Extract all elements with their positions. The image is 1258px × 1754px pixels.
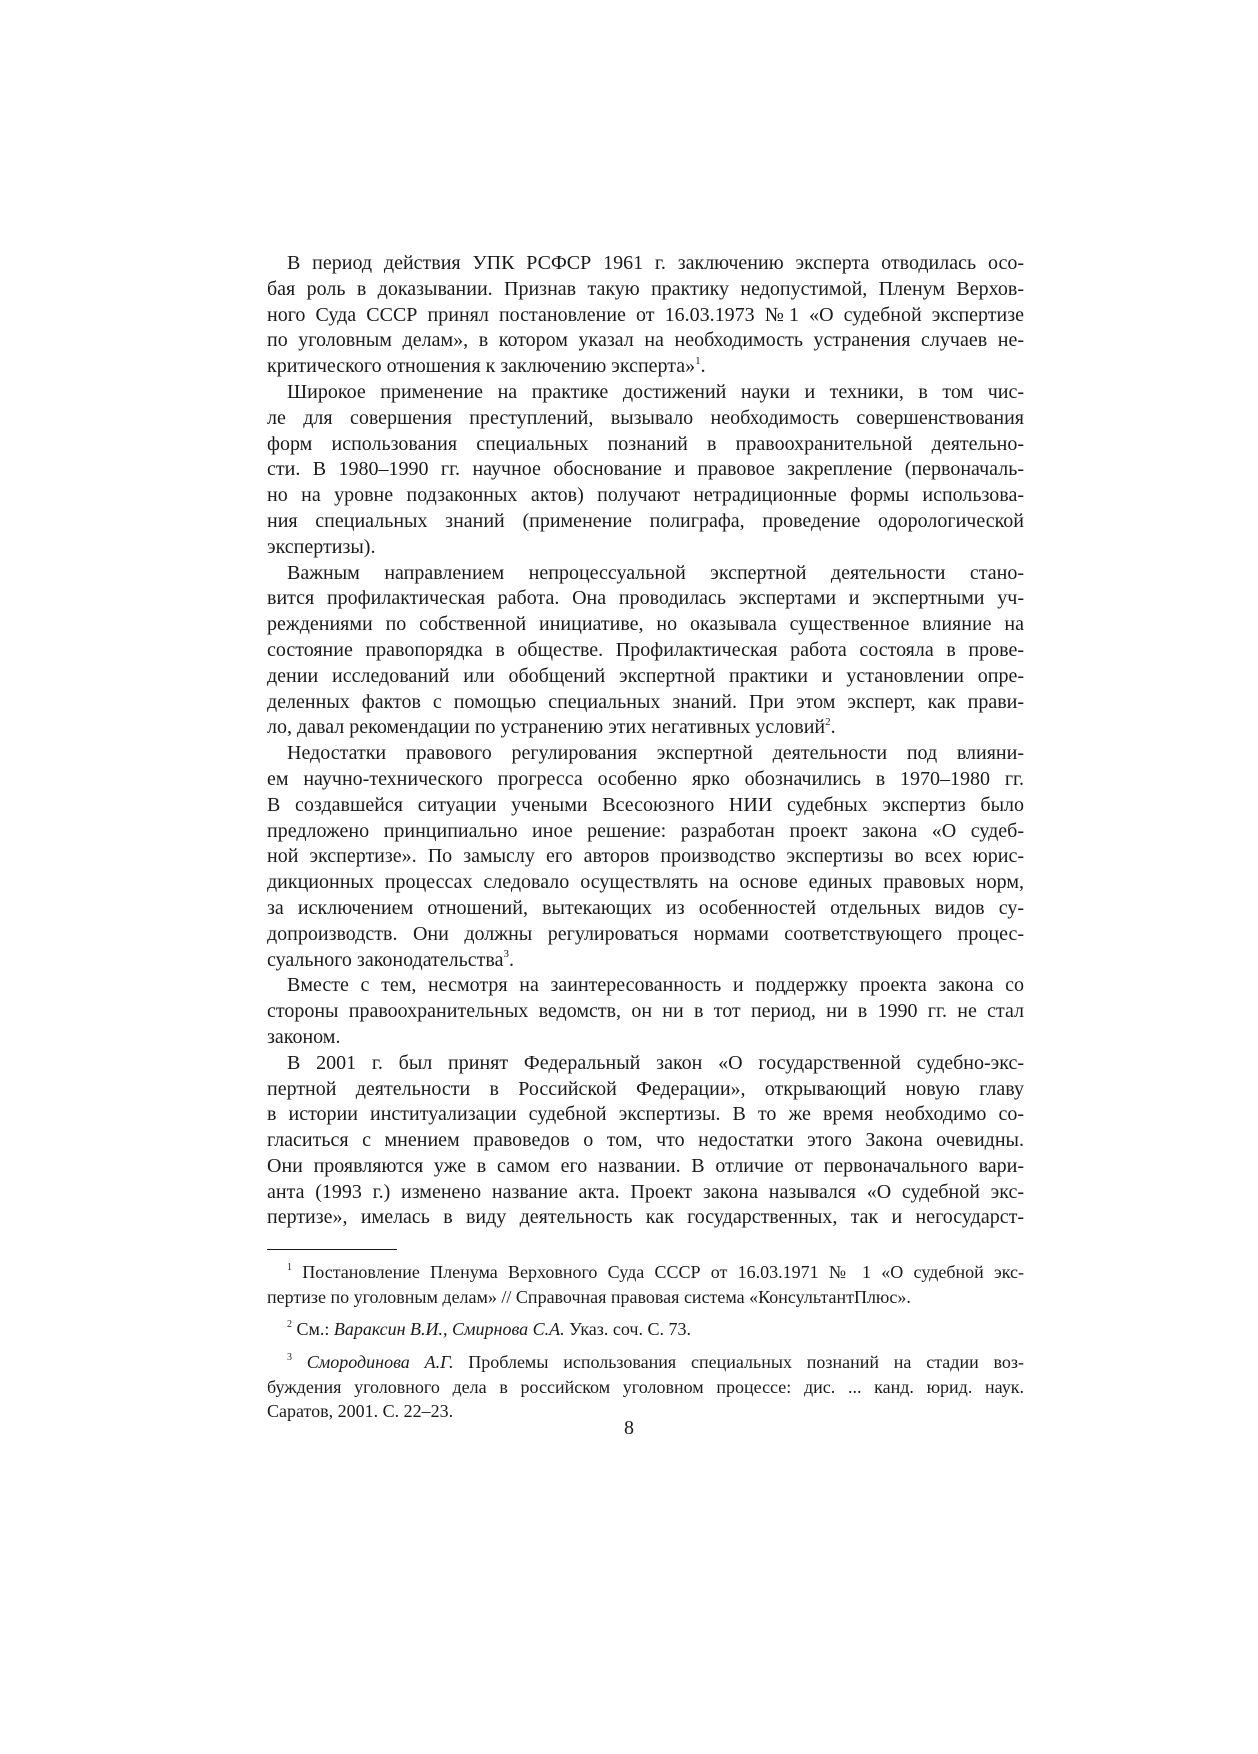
text-line: Недостатки правового регулирования экспертной деятельности под влияни- (287, 742, 1024, 765)
text-line: вится профилактическая работа. Она проводилась экспертами и экспертными уч- (267, 587, 1024, 610)
text-line: гласиться с мнением правоведов о том, что недостатки этого Закона очевидны. (267, 1129, 1024, 1152)
text-line: ния специальных знаний (применение полиграфа, проведение одорологической (267, 509, 1024, 532)
text-line: ного Суда СССР принял постановление от 16.03.1973 №1 «О судебной экспертизе (267, 303, 1024, 326)
text-line: пертной деятельности в Российской Федерации», открывающий новую главу (267, 1077, 1024, 1100)
footnote-mark: 3 (287, 1352, 292, 1364)
paragraph-5 (267, 973, 1024, 1050)
text-line: Широкое применение на практике достижений науки и техники, в том чис- (287, 380, 1024, 403)
text-line: в истории институализации судебной экспертизы. В то же время необходимо со- (267, 1103, 1024, 1126)
text-line: предложено принципиально иное решение: разработан проект закона «О судеб- (267, 819, 1024, 842)
text-line: критического отношения к заключению эксперта»$^1$. (267, 354, 706, 378)
footnote-2 (267, 1317, 1024, 1342)
paragraph-3 (267, 561, 1024, 742)
text-line: ло, давал рекомендации по устранению этих негативных условий$^2$. (267, 715, 836, 739)
text-line: В создавшейся ситуации учеными Всесоюзного НИИ судебных экспертиз было (267, 793, 1024, 816)
text-line: но на уровне подзаконных актов) получают нетрадиционные формы использова- (267, 484, 1024, 507)
footnote-line: $^2$ См.: Вараксин В.И., Смирнова С.А. Указ. соч. С. 73. (287, 1319, 691, 1340)
text-line: В 2001 г. был принят Федеральный закон «О государственной судебно-экс- (287, 1051, 1024, 1074)
text-line: состояние правопорядка в обществе. Профилактическая работа состояла в прове- (267, 638, 1024, 661)
text-line: деленных фактов с помощью специальных знаний. При этом эксперт, как прави- (267, 690, 1024, 713)
author-names: Смородинова А.Г. (306, 1352, 454, 1373)
footnote-separator (267, 1249, 397, 1250)
text-line: анта (1993 г.) изменено название акта. Проект закона назывался «О судебной экс- (267, 1180, 1024, 1203)
text-line: дикционных процессах следовало осуществлять на основе единых правовых норм, (267, 871, 1024, 894)
author-names: Вараксин В.И., Смирнова С.А. (333, 1319, 565, 1340)
paragraph-2 (267, 380, 1024, 561)
text-line: пертизе», имелась в виду деятельность как государственных, так и негосударст- (267, 1206, 1024, 1229)
footnote-mark: 1 (287, 1262, 292, 1274)
text-line: бая роль в доказывании. Признав такую практику недопустимой, Пленум Верхов- (267, 277, 1024, 300)
text-line: экспертизы). (267, 535, 376, 558)
text-line: дении исследований или обобщений экспертной практики и установлении опре- (267, 664, 1024, 687)
text-line: Важным направлением непроцессуальной экспертной деятельности стано- (287, 561, 1024, 584)
footnote-3 (267, 1350, 1024, 1424)
footnote-line: буждения уголовного дела в российском уголовном процессе: дис. ... канд. юрид. наук. (267, 1376, 1024, 1397)
text-line: реждениями по собственной инициативе, но оказывала существенное влияние на (267, 613, 1024, 636)
footnote-ref[interactable]: 3 (503, 947, 509, 960)
text-line: сти. В 1980–1990 гг. научное обоснование и правовое закрепление (первоначаль- (267, 458, 1024, 481)
footnote-1 (267, 1260, 1024, 1309)
text-line: по уголовным делам», в котором указал на необходимость устранения случаев не- (267, 329, 1024, 352)
footnote-line: пертизе по уголовным делам» // Справочная правовая система «КонсультантПлюс». (267, 1286, 911, 1307)
footnote-line: $^1$ Постановление Пленума Верховного Суда СССР от 16.03.1971 № 1 «О судебной экс- (287, 1262, 1025, 1283)
paragraph-6 (267, 1051, 1024, 1232)
text-line: стороны правоохранительных ведомств, он ни в тот период, ни в 1990 гг. не стал (267, 1000, 1024, 1023)
text-line: законом. (267, 1025, 341, 1048)
footnote-ref[interactable]: 2 (825, 715, 831, 728)
text-line: форм использования специальных познаний в правоохранительной деятельно- (267, 432, 1024, 455)
text-line: допроизводств. Они должны регулироваться нормами соответствующего процес- (267, 922, 1024, 945)
footnote-mark: 2 (287, 1319, 292, 1331)
footnote-line: Саратов, 2001. С. 22–23. (267, 1401, 454, 1422)
text-line: ле для совершения преступлений, вызывало необходимость совершенствования (267, 406, 1024, 429)
page-content (267, 251, 1024, 1432)
text-line: ем научно-технического прогресса особенно ярко обозначились в 1970–1980 гг. (267, 767, 1024, 790)
text-line: за исключением отношений, вытекающих из особенностей отдельных видов су- (267, 896, 1024, 919)
paragraph-4 (267, 741, 1024, 973)
page-number: 8 (624, 1417, 634, 1439)
text-line: В период действия УПК РСФСР 1961 г. заключению эксперта отводилась осо- (287, 252, 1024, 274)
text-line: Они проявляются уже в самом его названии. В отличие от первоначального вари- (267, 1154, 1024, 1177)
footnote-line: $^3$ Смородинова А.Г. Проблемы использования специальных познаний на стадии воз- (287, 1352, 1024, 1373)
text-line: Вместе с тем, несмотря на заинтересованность и поддержку проекта закона со (287, 974, 1024, 997)
text-line: суального законодательства$^3$. (267, 947, 514, 971)
footnote-ref[interactable]: 1 (695, 354, 701, 367)
paragraph-1 (267, 251, 1024, 380)
main-text (267, 251, 1024, 1231)
text-line: ной экспертизе». По замыслу его авторов производство экспертизы во всех юрис- (267, 845, 1024, 868)
footnotes (267, 1260, 1024, 1424)
